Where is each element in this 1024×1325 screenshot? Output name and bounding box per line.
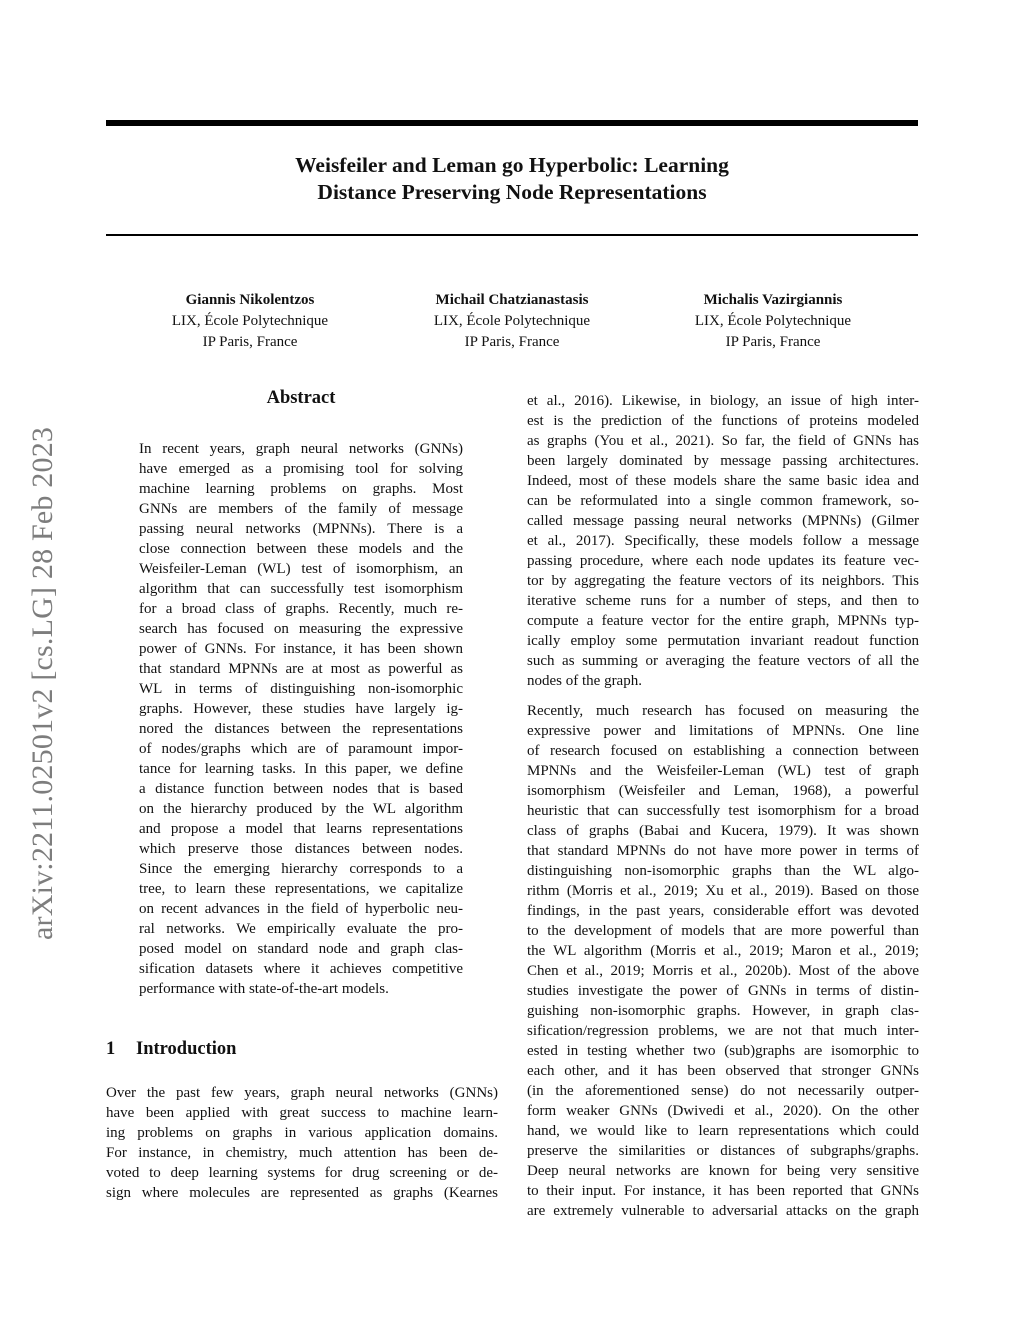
author-1 <box>130 290 370 353</box>
text-line: sign where molecules are represented as graphs (Kearnes <box>106 1185 498 1201</box>
author-affiliation: LIX, École Polytechnique <box>694 313 852 329</box>
text-line: isomorphism (Weisfeiler and Leman, 1968), a powerful <box>527 783 919 799</box>
text-line: that standard MPNNs are at most as powerful as <box>139 661 463 677</box>
author-block <box>106 290 918 360</box>
right-column <box>527 391 919 1221</box>
text-line: close connection between these models and the <box>139 541 463 557</box>
text-line: expressive power and limitations of MPNNs. One line <box>527 723 919 739</box>
text-line: called message passing neural networks (MPNNs) (Gilmer <box>527 513 919 529</box>
text-line: studies investigate the power of GNNs in terms of distin- <box>527 983 919 999</box>
text-line: WL in terms of distinguishing non-isomorphic <box>139 681 463 697</box>
arxiv-stamp: arXiv:2211.02501v2 [cs.LG] 28 Feb 2023 <box>26 426 59 940</box>
text-line: of research focused on establishing a connection between <box>527 743 919 759</box>
text-line: to the development of models that are more powerful than <box>527 923 919 939</box>
text-line: (in the aforementioned sense) do not necessarily outper- <box>527 1083 919 1099</box>
text-line: been largely dominated by message passing architectures. <box>527 453 919 469</box>
text-line: sification/regression problems, we are not that much inter- <box>527 1023 919 1039</box>
text-line: voted to deep learning systems for drug screening or de- <box>106 1165 498 1181</box>
text-line: that standard MPNNs do not have more power in terms of <box>527 843 919 859</box>
text-line: iterative scheme runs for a number of steps, and then to <box>527 593 919 609</box>
intro-paragraph-1 <box>527 391 919 691</box>
author-affiliation: LIX, École Polytechnique <box>433 313 591 329</box>
text-line: nodes of the graph. <box>527 673 642 689</box>
text-line: nored the distances between the representations <box>139 721 463 737</box>
text-line: hand, we would like to learn representations which could <box>527 1123 919 1139</box>
text-line: tor by aggregating the feature vectors of its neighbors. This <box>527 573 919 589</box>
section-title: Introduction <box>136 1039 237 1059</box>
text-line: passing procedure, where each node updates its feature vec- <box>527 553 919 569</box>
text-line: compute a feature vector for the entire graph, MPNNs typ- <box>527 613 919 629</box>
text-line: preserve the similarities or distances of subgraphs/graphs. <box>527 1143 919 1159</box>
text-line: est is the prediction of the functions of proteins modeled <box>527 413 919 429</box>
text-line: ically employ some permutation invariant readout function <box>527 633 919 649</box>
text-line: passing neural networks (MPNNs). There is a <box>139 521 463 537</box>
text-line: algorithm that can successfully test isomorphism <box>139 581 463 597</box>
text-line: machine learning problems on graphs. Most <box>139 481 463 497</box>
title-line-2: Distance Preserving Node Representations <box>317 180 707 204</box>
text-line: on recent advances in the field of hyperbolic neu- <box>139 901 463 917</box>
text-line: findings, in the past years, considerable effort was devoted <box>527 903 919 919</box>
text-line: For instance, in chemistry, much attention has been de- <box>106 1145 498 1161</box>
text-line: tance for learning tasks. In this paper, we define <box>139 761 463 777</box>
text-line: class of graphs (Babai and Kucera, 1979). It was shown <box>527 823 919 839</box>
text-line: ral networks. We empirically evaluate the pro- <box>139 921 463 937</box>
author-location: IP Paris, France <box>725 334 821 350</box>
text-line: can be reformulated into a single common framework, so- <box>527 493 919 509</box>
author-name: Giannis Nikolentzos <box>185 292 315 308</box>
text-line: Indeed, most of these models share the same basic idea and <box>527 473 919 489</box>
text-line: a distance function between nodes that is based <box>139 781 463 797</box>
text-line: Since the emerging hierarchy corresponds to a <box>139 861 463 877</box>
text-line: rithm (Morris et al., 2019; Xu et al., 2019). Based on those <box>527 883 919 899</box>
author-2 <box>392 290 632 353</box>
text-line: Weisfeiler-Leman (WL) test of isomorphism, an <box>139 561 463 577</box>
text-line: of nodes/graphs which are of paramount impor- <box>139 741 463 757</box>
text-line: tree, to learn these representations, we capitalize <box>139 881 463 897</box>
text-line: each other, and it has been observed that stronger GNNs <box>527 1063 919 1079</box>
intro-paragraph-2 <box>527 701 919 1221</box>
text-line: Over the past few years, graph neural networks (GNNs) <box>106 1085 498 1101</box>
text-line: Deep neural networks are known for being very sensitive <box>527 1163 919 1179</box>
author-affiliation: LIX, École Polytechnique <box>171 313 329 329</box>
text-line: power of GNNs. For instance, it has been shown <box>139 641 463 657</box>
text-line: guishing non-isomorphic graphs. However, in graph clas- <box>527 1003 919 1019</box>
text-line: and propose a model that learns representations <box>139 821 463 837</box>
text-line: to their input. For instance, it has been reported that GNNs <box>527 1183 919 1199</box>
text-line: form weaker GNNs (Dwivedi et al., 2020). On the other <box>527 1103 919 1119</box>
text-line: In recent years, graph neural networks (GNNs) <box>139 441 463 457</box>
section-heading <box>106 1039 236 1060</box>
text-line: as graphs (You et al., 2021). So far, the field of GNNs has <box>527 433 919 449</box>
intro-text-left <box>106 1083 498 1203</box>
text-line: MPNNs and the Weisfeiler-Leman (WL) test of graph <box>527 763 919 779</box>
text-line: GNNs are members of the family of message <box>139 501 463 517</box>
text-line: graphs. However, these studies have largely ig- <box>139 701 463 717</box>
text-line: et al., 2017). Specifically, these models follow a message <box>527 533 919 549</box>
author-location: IP Paris, France <box>202 334 298 350</box>
title-top-rule <box>106 120 918 126</box>
text-line: have emerged as a promising tool for solving <box>139 461 463 477</box>
text-line: distinguishing non-isomorphic graphs than the WL algo- <box>527 863 919 879</box>
text-line: ing problems on graphs in various application domains. <box>106 1125 498 1141</box>
text-line: sification datasets where it achieves competitive <box>139 961 463 977</box>
text-line: search has focused on measuring the expressive <box>139 621 463 637</box>
author-location: IP Paris, France <box>464 334 560 350</box>
text-line: such as summing or averaging the feature vectors of all the <box>527 653 919 669</box>
text-line: posed model on standard node and graph clas- <box>139 941 463 957</box>
text-line: for a broad class of graphs. Recently, much re- <box>139 601 463 617</box>
paper-title <box>106 152 918 206</box>
text-line: the WL algorithm (Morris et al., 2019; Maron et al., 2019; <box>527 943 919 959</box>
text-line: on the hierarchy produced by the WL algorithm <box>139 801 463 817</box>
section-number: 1 <box>106 1039 116 1059</box>
text-line: heuristic that can successfully test isomorphism for a broad <box>527 803 919 819</box>
text-line: et al., 2016). Likewise, in biology, an issue of high inter- <box>527 393 919 409</box>
author-name: Michalis Vazirgiannis <box>703 292 843 308</box>
text-line: are extremely vulnerable to adversarial attacks on the graph <box>527 1203 919 1219</box>
text-line: which preserve those distances between nodes. <box>139 841 463 857</box>
title-bottom-rule <box>106 234 918 236</box>
text-line: ested in testing whether two (sub)graphs are isomorphic to <box>527 1043 919 1059</box>
text-line: performance with state-of-the-art models. <box>139 981 389 997</box>
text-line: Recently, much research has focused on measuring the <box>527 703 919 719</box>
author-3 <box>653 290 893 353</box>
abstract-text <box>139 439 463 999</box>
abstract-heading: Abstract <box>266 388 336 408</box>
text-line: have been applied with great success to machine learn- <box>106 1105 498 1121</box>
title-line-1: Weisfeiler and Leman go Hyperbolic: Learning <box>295 153 729 177</box>
author-name: Michail Chatzianastasis <box>435 292 589 308</box>
text-line: Chen et al., 2019; Morris et al., 2020b). Most of the above <box>527 963 919 979</box>
